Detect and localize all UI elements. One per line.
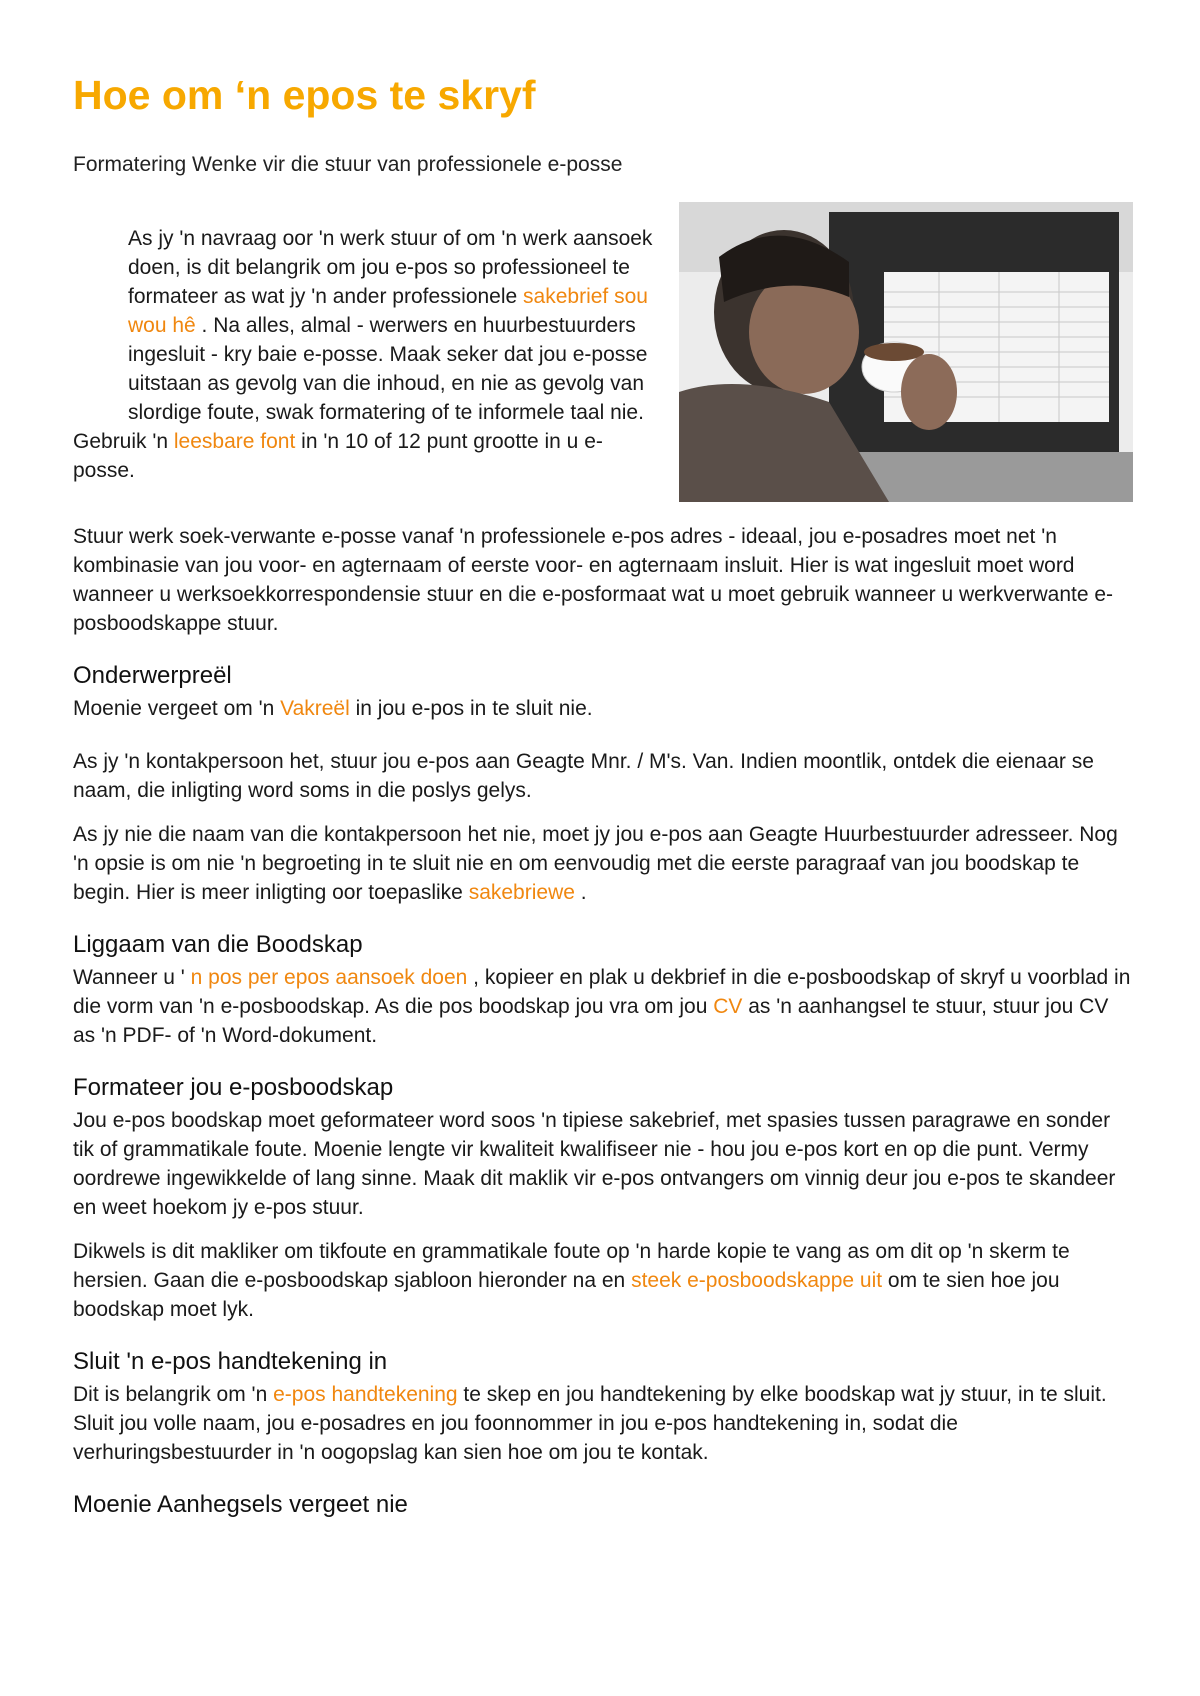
page-subtitle: Formatering Wenke vir die stuur van professionele e-posse xyxy=(73,153,623,177)
intro-text-part: As jy 'n navraag oor 'n werk stuur of om 'n werk aansoek doen, is dit belangrik om jou e-pos so professioneel te formateer as wat jy 'n ander professionele xyxy=(128,226,653,308)
email-address-paragraph: Stuur werk soek-verwante e-posse vanaf 'n professionele e-pos adres - ideaal, jou e-posadres moet net 'n kombinasie van jou voor- en agternaam of eerste voor- en agternaam insluit. Hier is wat ingesluit moet word wanneer u werksoekkorrespondensie stuur en die e-posformaat wat u moet gebruik wanneer u werkverwante e-posboodskappe stuur. xyxy=(73,524,1114,635)
format-text-part: om te sien hoe jou boodskap moet lyk. xyxy=(73,1268,1060,1321)
link-e-pos-handtekening[interactable]: e-pos handtekening xyxy=(273,1382,458,1406)
link-pos-per-epos[interactable]: n pos per epos aansoek doen xyxy=(190,965,468,989)
font-text-part: in 'n 10 of 12 punt grootte in u e-posse. xyxy=(73,429,603,482)
subject-paragraph-2: As jy 'n kontakpersoon het, stuur jou e-pos aan Geagte Mnr. / M's. Van. Indien moontlik, ontdek die eienaar se naam, die inligting word soms in die poslys gelys. xyxy=(73,749,1094,802)
intro-section xyxy=(73,202,1133,522)
intro-text xyxy=(73,224,663,485)
link-sakebriewe[interactable]: sakebriewe xyxy=(468,880,575,904)
font-paragraph xyxy=(73,427,663,485)
intro-text-part: . Na alles, almal - werwers en huurbestuurders ingesluit - kry baie e-posse. Maak seker dat jou e-posse uitstaan as gevolg van die inhoud, en nie as gevolg van slordige foute, swak formatering of te informele taal nie. xyxy=(128,313,648,424)
signature-paragraph-1 xyxy=(73,1380,1133,1467)
signature-text-part: Dit is belangrik om 'n xyxy=(73,1382,274,1406)
signature-text-part: te skep en jou handtekening by elke boodskap wat jy stuur, in te sluit. Sluit jou volle naam, jou e-posadres en jou foonnommer in jou e-pos handtekening in, sodat die verhuringsbestuurder in 'n oogopslag kan sien hoe om jou te kontak. xyxy=(73,1382,1107,1464)
format-paragraph-2 xyxy=(73,1237,1133,1324)
subject-text-part: . xyxy=(574,880,587,904)
document-content xyxy=(73,70,1133,1523)
heading-attachments: Moenie Aanhegsels vergeet nie xyxy=(73,1490,408,1518)
link-sakebrief[interactable]: sakebrief sou wou hê xyxy=(128,284,648,337)
link-cv[interactable]: CV xyxy=(713,994,743,1018)
subject-text-part: Moenie vergeet om 'n xyxy=(73,696,281,720)
subject-text-part: in jou e-pos in te sluit nie. xyxy=(349,696,593,720)
photo-man-drinking-coffee-at-laptop xyxy=(679,202,1133,502)
format-paragraph-1: Jou e-pos boodskap moet geformateer word soos 'n tipiese sakebrief, met spasies tussen paragrawe en sonder tik of grammatikale foute. Moenie lengte vir kwaliteit kwalifiseer nie - hou jou e-pos kort en op die punt. Vermy oordrewe ingewikkelde of lang sinne. Maak dit maklik vir e-pos ontvangers om vinnig deur jou e-pos te skandeer en weet hoekom jy e-pos stuur. xyxy=(73,1108,1116,1219)
subject-paragraph-1 xyxy=(73,694,1133,723)
heading-format-message: Formateer jou e-posboodskap xyxy=(73,1073,394,1101)
body-text-part: as 'n aanhangsel te stuur, stuur jou CV as 'n PDF- of 'n Word-dokument. xyxy=(73,994,1109,1047)
body-paragraph-1 xyxy=(73,963,1133,1050)
heading-message-body: Liggaam van die Boodskap xyxy=(73,930,363,958)
subject-paragraph-3 xyxy=(73,820,1133,907)
link-steek-e-posboodskappe-uit[interactable]: steek e-posboodskappe uit xyxy=(631,1268,883,1292)
link-leesbare-font[interactable]: leesbare font xyxy=(173,429,296,453)
heading-email-signature: Sluit 'n e-pos handtekening in xyxy=(73,1347,388,1375)
heading-subject-line: Onderwerpreël xyxy=(73,661,232,689)
subject-text-part: As jy nie die naam van die kontakpersoon het nie, moet jy jou e-pos aan Geagte Huurbestuurder adresseer. Nog 'n opsie is om nie 'n begroeting in te sluit nie en om eenvoudig met die eerste paragraaf van jou boodskap te begin. Hier is meer inligting oor toepaslike xyxy=(73,822,1118,904)
link-vakreel[interactable]: Vakreël xyxy=(280,696,350,720)
format-text-part: Dikwels is dit makliker om tikfoute en grammatikale foute op 'n harde kopie te vang as om dit op 'n skerm te hersien. Gaan die e-posboodskap sjabloon hieronder na en xyxy=(73,1239,1070,1292)
page-title: Hoe om ‘n epos te skryf xyxy=(73,72,536,118)
intro-paragraph xyxy=(73,224,663,427)
font-text-part: Gebruik 'n xyxy=(73,429,174,453)
body-text-part: , kopieer en plak u dekbrief in die e-posboodskap of skryf u voorblad in die vorm van 'n e-posboodskap. As die pos boodskap jou vra om jou xyxy=(73,965,1131,1018)
body-text-part: Wanneer u ' xyxy=(73,965,191,989)
